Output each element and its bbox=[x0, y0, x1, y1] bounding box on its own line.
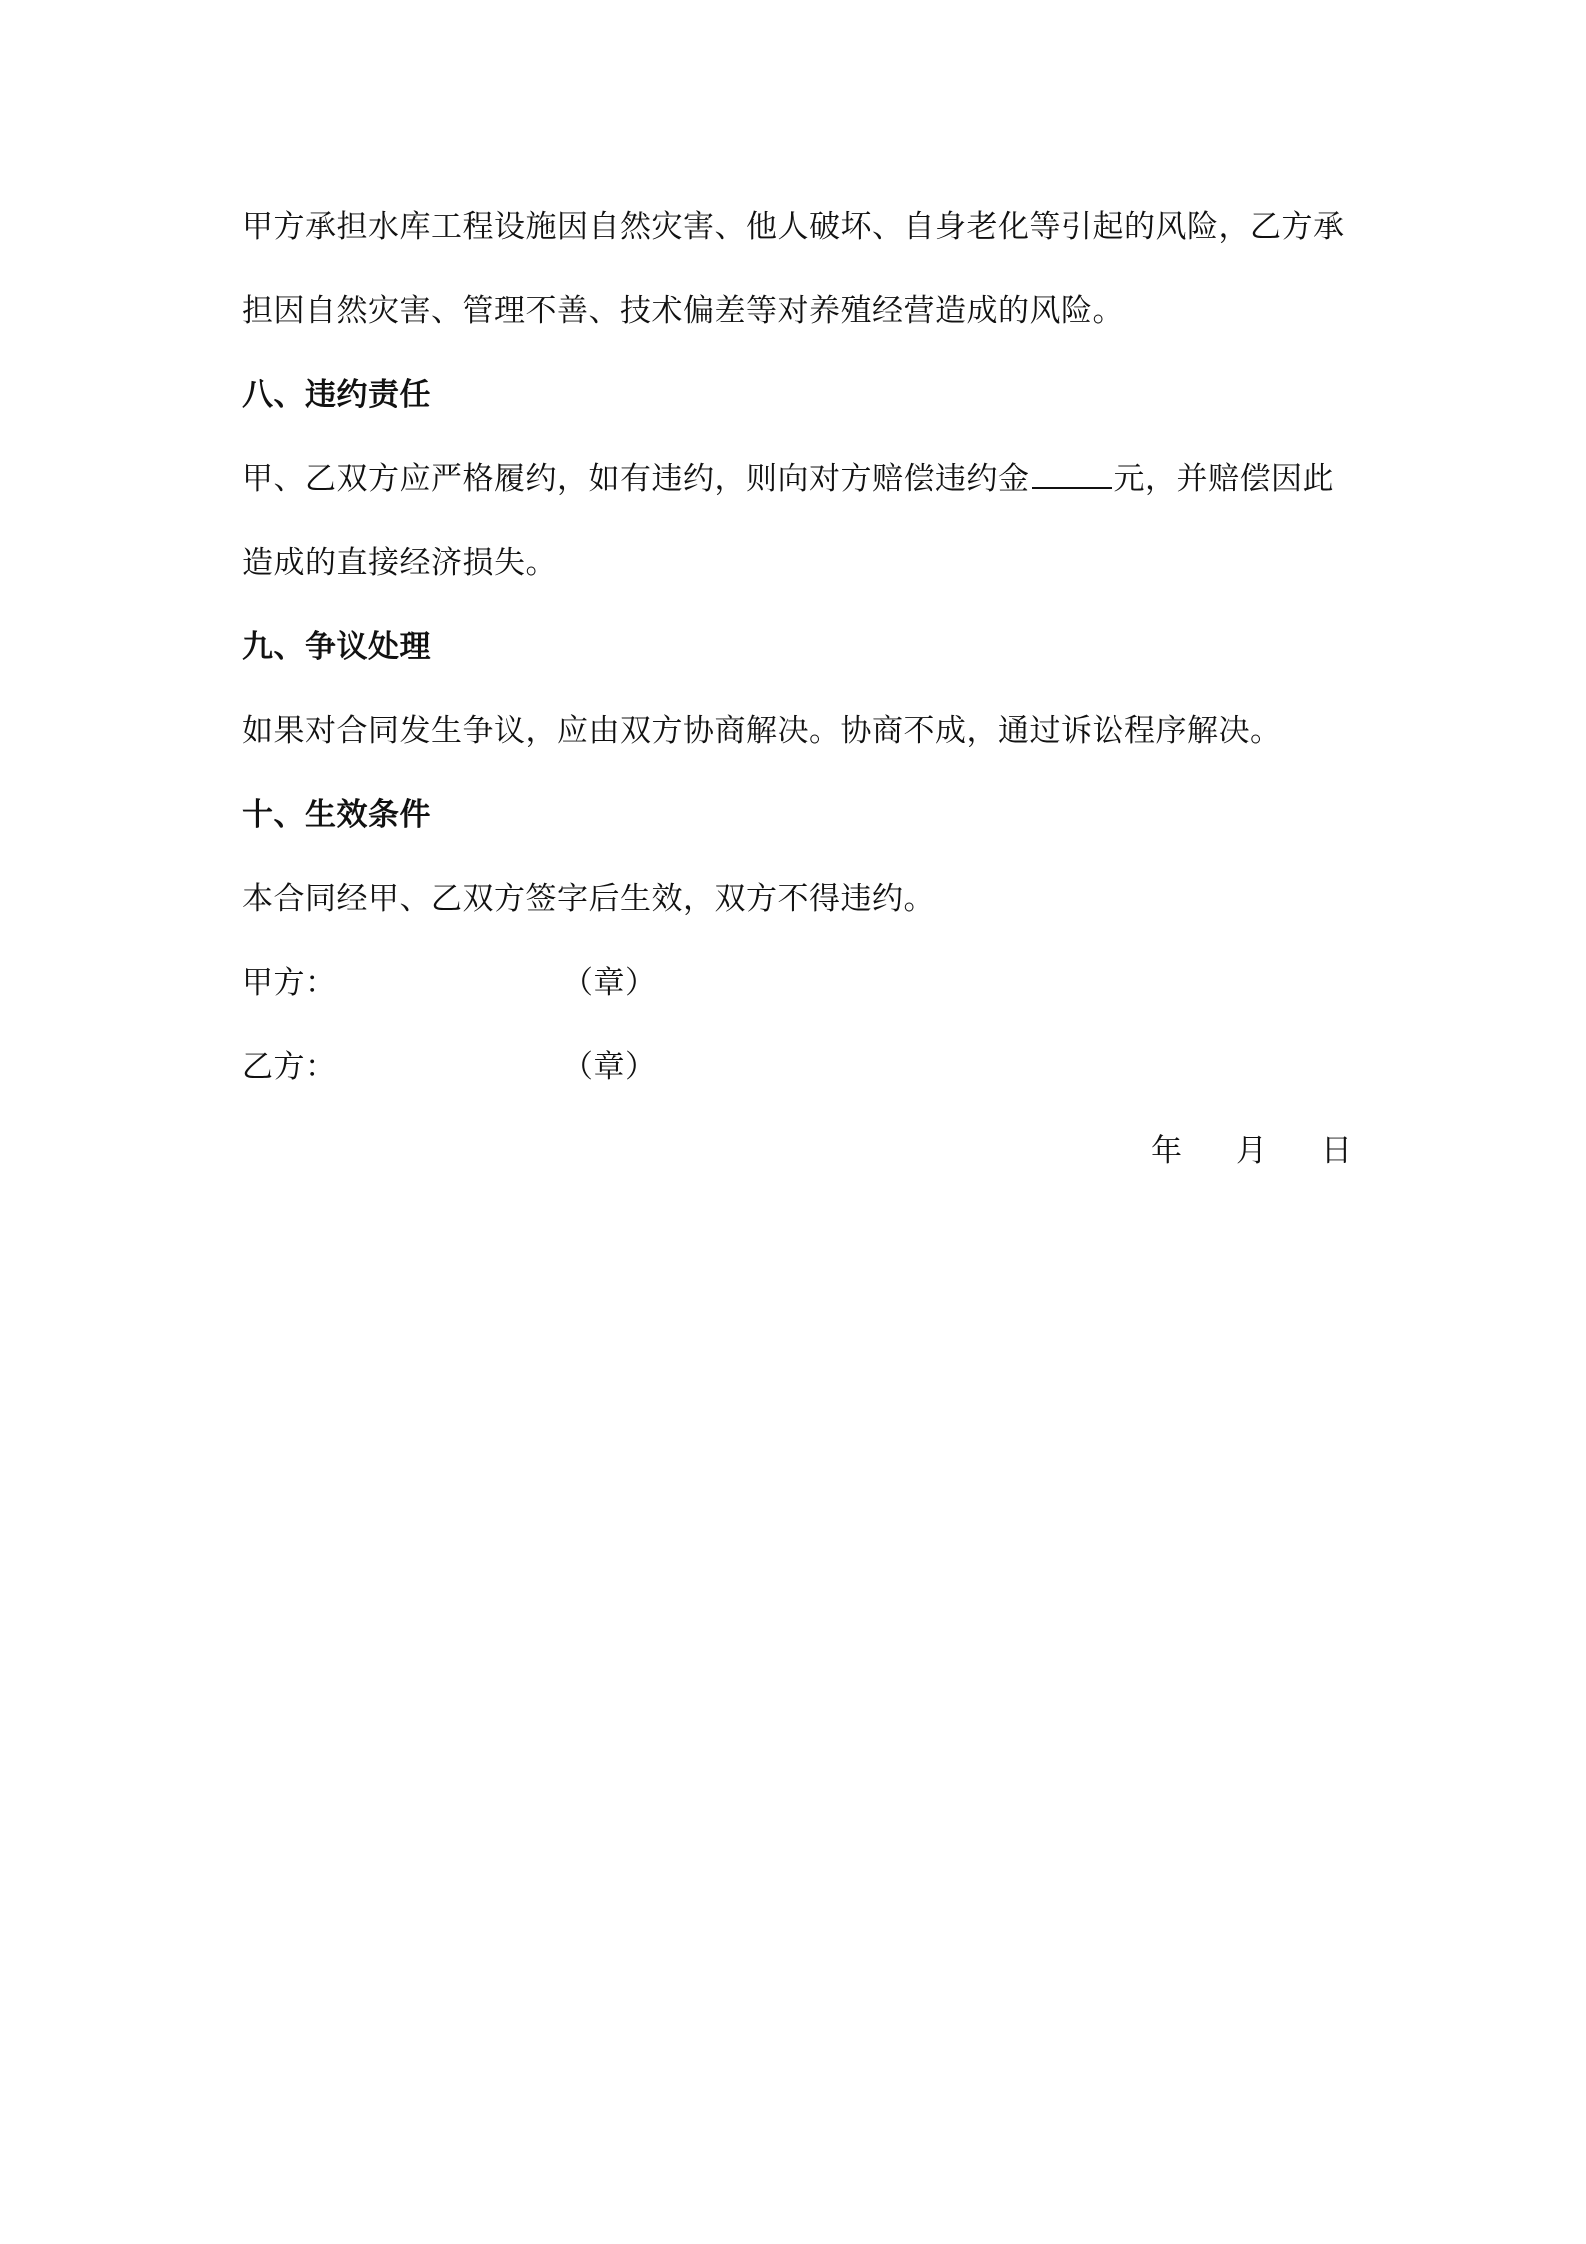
risk-paragraph-line-1: 甲方承担水库工程设施因自然灾害、他人破坏、自身老化等引起的风险，乙方承 bbox=[242, 209, 1345, 245]
date-month: 月 bbox=[1236, 1133, 1267, 1169]
section-9-line-1: 如果对合同发生争议，应由双方协商解决。协商不成，通过诉讼程序解决。 bbox=[242, 713, 1282, 749]
date-day: 日 bbox=[1321, 1133, 1352, 1169]
party-b-signature-row bbox=[242, 1045, 942, 1089]
section-8-line-1 bbox=[242, 457, 1334, 501]
section-8-line-1-after: 元，并赔偿因此 bbox=[1113, 461, 1334, 497]
section-8-line-1-before: 甲、乙双方应严格履约，如有违约，则向对方赔偿违约金 bbox=[242, 461, 1030, 497]
party-a-signature-row bbox=[242, 961, 942, 1005]
party-a-seal: （章） bbox=[562, 965, 657, 1001]
date-row bbox=[1151, 1129, 1352, 1173]
party-b-label: 乙方： bbox=[242, 1049, 337, 1085]
party-b-seal: （章） bbox=[562, 1049, 657, 1085]
risk-paragraph-line-2: 担因自然灾害、管理不善、技术偏差等对养殖经营造成的风险。 bbox=[242, 293, 1124, 329]
section-10-line-1: 本合同经甲、乙双方签字后生效，双方不得违约。 bbox=[242, 881, 935, 917]
section-8-line-2: 造成的直接经济损失。 bbox=[242, 545, 557, 581]
penalty-amount-blank bbox=[1032, 457, 1112, 489]
section-9-heading: 九、争议处理 bbox=[242, 629, 431, 665]
party-a-label: 甲方： bbox=[242, 965, 337, 1001]
section-8-heading: 八、违约责任 bbox=[242, 377, 431, 413]
section-10-heading: 十、生效条件 bbox=[242, 797, 431, 833]
date-year: 年 bbox=[1151, 1133, 1182, 1169]
